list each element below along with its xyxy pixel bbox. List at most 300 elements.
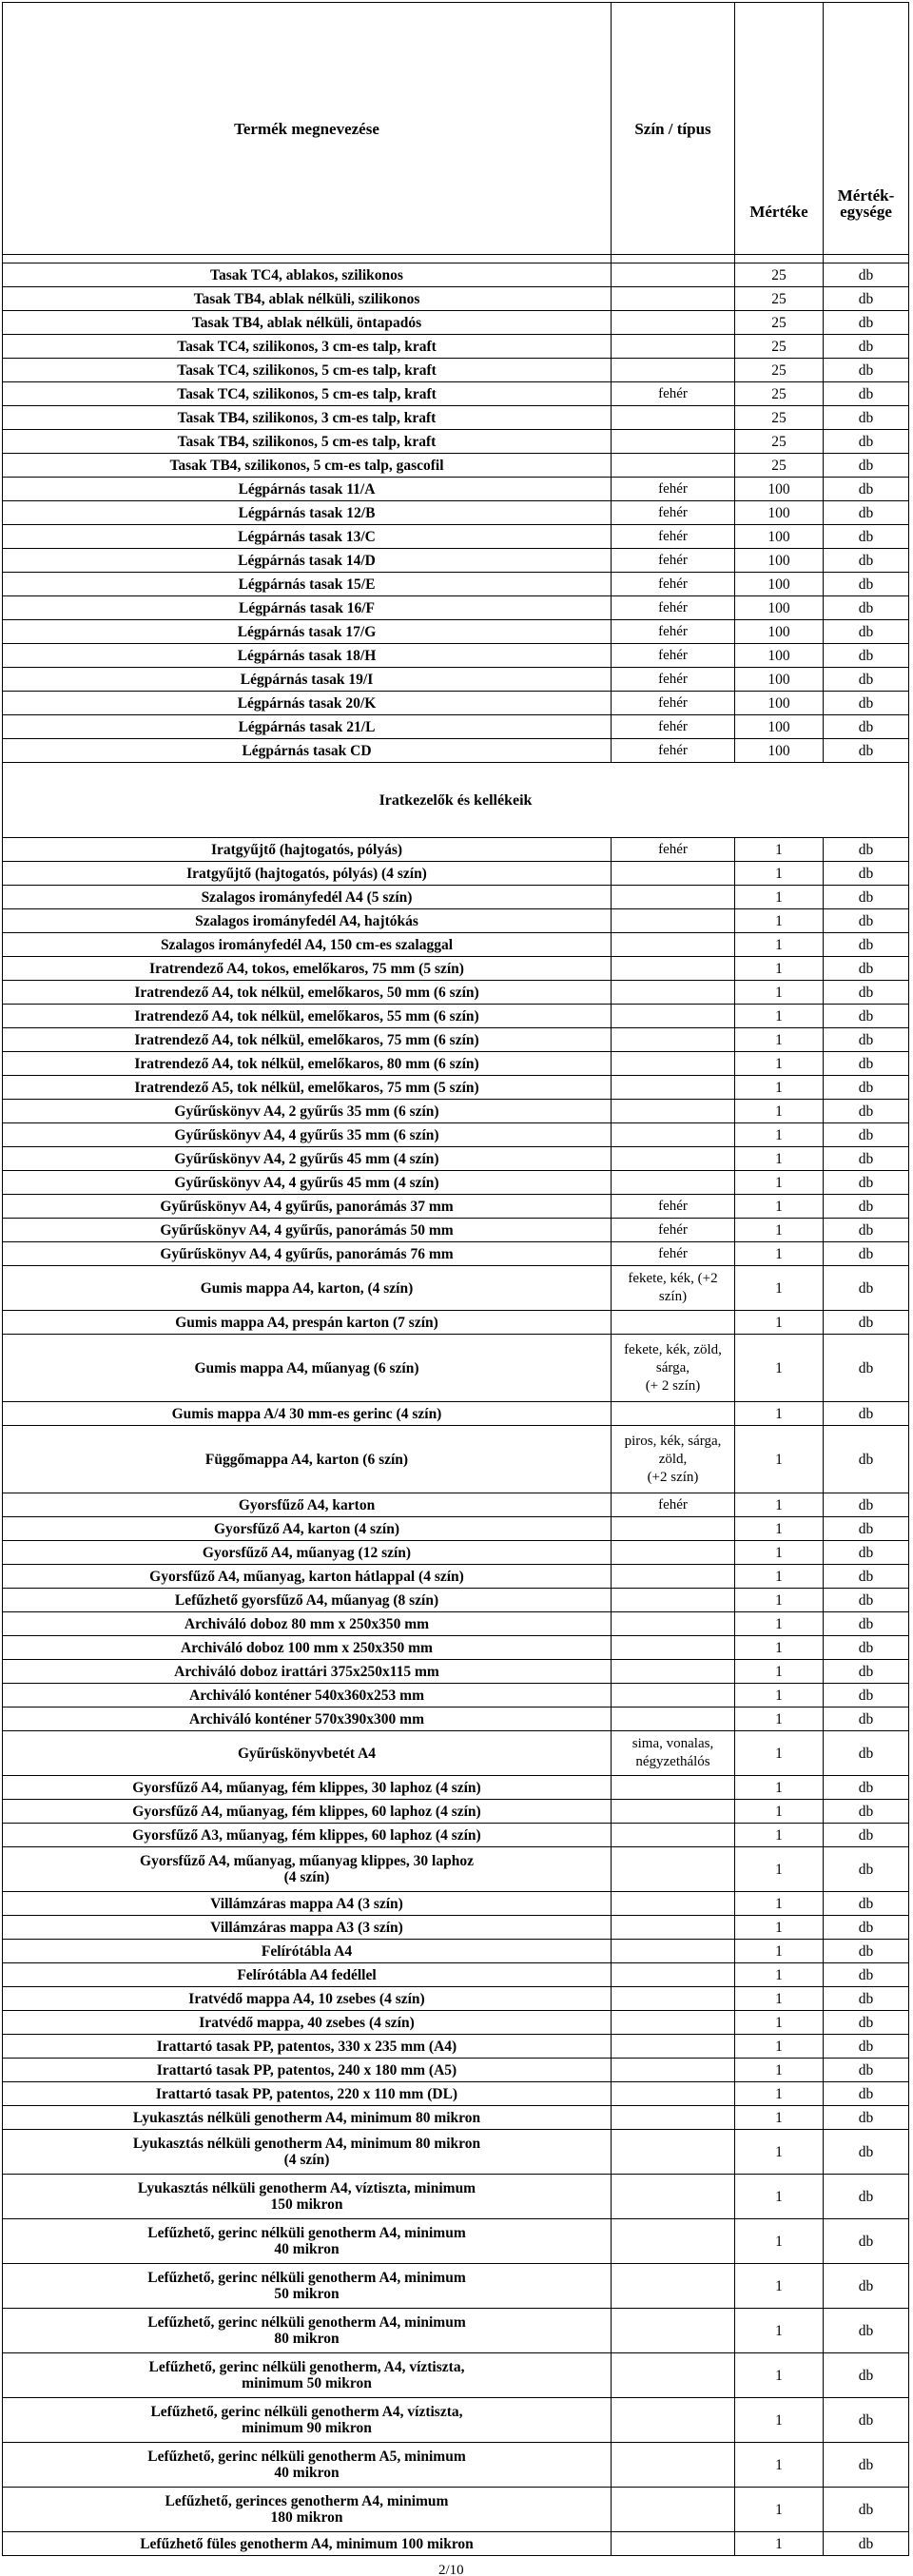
quantity-cell: 1: [735, 1076, 824, 1100]
unit-cell: db: [824, 838, 909, 862]
color-type-cell: [612, 335, 735, 359]
product-name-cell: Villámzáras mappa A4 (3 szín): [3, 1892, 612, 1916]
table-row: [3, 862, 909, 886]
product-name-cell: Iratrendező A4, tok nélkül, emelőkaros, 80 mm (6 szín): [3, 1052, 612, 1076]
color-type-cell: fehér: [612, 382, 735, 406]
color-type-cell: [612, 311, 735, 335]
color-type-cell: [612, 2398, 735, 2443]
header-quantity: Mértéke: [735, 3, 824, 255]
product-name-cell: Villámzáras mappa A3 (3 szín): [3, 1916, 612, 1940]
unit-cell: db: [824, 1800, 909, 1824]
unit-cell: db: [824, 1242, 909, 1266]
table-row: [3, 454, 909, 478]
quantity-cell: 100: [735, 573, 824, 596]
table-row: [3, 2082, 909, 2106]
unit-cell: db: [824, 501, 909, 525]
product-name-cell: Légpárnás tasak 19/I: [3, 668, 612, 692]
table-row: [3, 838, 909, 862]
product-name-cell: Gyorsfűző A3, műanyag, fém klippes, 60 laphoz (4 szín): [3, 1824, 612, 1847]
quantity-cell: 1: [735, 1028, 824, 1052]
product-name-cell: Légpárnás tasak 11/A: [3, 478, 612, 501]
product-name-cell: Archiváló doboz 80 mm x 250x350 mm: [3, 1612, 612, 1636]
unit-cell: db: [824, 2532, 909, 2556]
table-row: [3, 1005, 909, 1028]
table-row: [3, 359, 909, 382]
color-type-cell: [612, 2175, 735, 2219]
quantity-cell: 1: [735, 2488, 824, 2532]
color-type-cell: [612, 1916, 735, 1940]
color-type-cell: fehér: [612, 620, 735, 644]
color-type-cell: [612, 2532, 735, 2556]
color-type-cell: [612, 862, 735, 886]
color-type-cell: [612, 1800, 735, 1824]
unit-cell: db: [824, 957, 909, 981]
table-row: [3, 1335, 909, 1402]
product-name-cell: Légpárnás tasak 12/B: [3, 501, 612, 525]
unit-cell: db: [824, 692, 909, 715]
table-row: [3, 1266, 909, 1311]
table-row: [3, 1517, 909, 1541]
table-row: [3, 909, 909, 933]
color-type-cell: [612, 2353, 735, 2398]
quantity-cell: 1: [735, 1242, 824, 1266]
quantity-cell: 1: [735, 2309, 824, 2353]
color-type-cell: fehér: [612, 596, 735, 620]
product-name-cell: Gyűrűskönyv A4, 4 gyűrűs, panorámás 76 mm: [3, 1242, 612, 1266]
table-row: [3, 1219, 909, 1242]
quantity-cell: 100: [735, 525, 824, 549]
color-type-cell: fehér: [612, 644, 735, 668]
quantity-cell: 1: [735, 886, 824, 909]
color-type-cell: [612, 430, 735, 454]
unit-cell: db: [824, 2082, 909, 2106]
color-type-cell: [612, 1565, 735, 1589]
quantity-cell: 100: [735, 692, 824, 715]
color-type-cell: [612, 406, 735, 430]
product-name-cell: Felírótábla A4: [3, 1940, 612, 1963]
spacer-cell: [735, 255, 824, 263]
product-name-cell: Gyorsfűző A4, műanyag, fém klippes, 30 laphoz (4 szín): [3, 1776, 612, 1800]
color-type-cell: [612, 1171, 735, 1195]
unit-cell: db: [824, 2488, 909, 2532]
table-row: [3, 1684, 909, 1708]
quantity-cell: 1: [735, 862, 824, 886]
color-type-cell: fehér: [612, 1219, 735, 1242]
unit-cell: db: [824, 1708, 909, 1731]
quantity-cell: 1: [735, 1266, 824, 1311]
color-type-cell: [612, 1660, 735, 1684]
unit-cell: db: [824, 1100, 909, 1123]
product-name-cell: Lefűzhető, gerinc nélküli genotherm A4, minimum 80 mikron: [3, 2309, 612, 2353]
unit-cell: db: [824, 525, 909, 549]
color-type-cell: [612, 1517, 735, 1541]
color-type-cell: [612, 1612, 735, 1636]
table-row: [3, 981, 909, 1005]
quantity-cell: 25: [735, 382, 824, 406]
color-type-cell: [612, 1028, 735, 1052]
unit-cell: db: [824, 1076, 909, 1100]
table-row: [3, 335, 909, 359]
product-name-cell: Irattartó tasak PP, patentos, 220 x 110 mm (DL): [3, 2082, 612, 2106]
table-row: [3, 620, 909, 644]
unit-cell: db: [824, 1005, 909, 1028]
unit-cell: db: [824, 1636, 909, 1660]
color-type-cell: [612, 957, 735, 981]
product-name-cell: Iratrendező A4, tok nélkül, emelőkaros, 55 mm (6 szín): [3, 1005, 612, 1028]
color-type-cell: [612, 886, 735, 909]
color-type-cell: [612, 2059, 735, 2082]
table-row: [3, 478, 909, 501]
quantity-cell: 25: [735, 311, 824, 335]
table-row: [3, 2219, 909, 2264]
unit-cell: db: [824, 620, 909, 644]
table-row: [3, 311, 909, 335]
table-row: [3, 2175, 909, 2219]
product-name-cell: Lefűzhető, gerinc nélküli genotherm A4, minimum 40 mikron: [3, 2219, 612, 2264]
table-row: [3, 1824, 909, 1847]
unit-cell: db: [824, 2443, 909, 2488]
table-row: [3, 382, 909, 406]
product-name-cell: Lefűzhető, gerinces genotherm A4, minimum 180 mikron: [3, 2488, 612, 2532]
product-name-cell: Gyűrűskönyv A4, 2 gyűrűs 45 mm (4 szín): [3, 1147, 612, 1171]
table-row: [3, 1493, 909, 1517]
color-type-cell: [612, 2264, 735, 2309]
unit-cell: db: [824, 1940, 909, 1963]
color-type-cell: fehér: [612, 573, 735, 596]
product-name-cell: Légpárnás tasak CD: [3, 739, 612, 763]
product-name-cell: Iratgyűjtő (hajtogatós, pólyás): [3, 838, 612, 862]
quantity-cell: 100: [735, 596, 824, 620]
product-name-cell: Iratrendező A4, tok nélkül, emelőkaros, 75 mm (6 szín): [3, 1028, 612, 1052]
quantity-cell: 1: [735, 2398, 824, 2443]
product-name-cell: Gumis mappa A4, karton, (4 szín): [3, 1266, 612, 1311]
unit-cell: db: [824, 263, 909, 287]
unit-cell: db: [824, 1541, 909, 1565]
color-type-cell: [612, 1589, 735, 1612]
table-row: [3, 2059, 909, 2082]
quantity-cell: 1: [735, 1612, 824, 1636]
quantity-cell: 1: [735, 1684, 824, 1708]
color-type-cell: [612, 1076, 735, 1100]
table-row: [3, 1589, 909, 1612]
unit-cell: db: [824, 1517, 909, 1541]
product-name-cell: Irattartó tasak PP, patentos, 330 x 235 mm (A4): [3, 2035, 612, 2059]
unit-cell: db: [824, 335, 909, 359]
quantity-cell: 25: [735, 359, 824, 382]
product-name-cell: Függőmappa A4, karton (6 szín): [3, 1426, 612, 1493]
unit-cell: db: [824, 1612, 909, 1636]
table-row: [3, 933, 909, 957]
table-row: [3, 739, 909, 763]
table-row: [3, 668, 909, 692]
table-row: [3, 886, 909, 909]
color-type-cell: [612, 1147, 735, 1171]
product-name-cell: Légpárnás tasak 17/G: [3, 620, 612, 644]
quantity-cell: 1: [735, 1589, 824, 1612]
unit-cell: db: [824, 2353, 909, 2398]
unit-cell: db: [824, 1684, 909, 1708]
product-name-cell: Gyűrűskönyv A4, 4 gyűrűs 45 mm (4 szín): [3, 1171, 612, 1195]
unit-cell: db: [824, 886, 909, 909]
product-name-cell: Szalagos irományfedél A4, 150 cm-es szalaggal: [3, 933, 612, 957]
quantity-cell: 1: [735, 1052, 824, 1076]
table-row: [3, 1660, 909, 1684]
unit-cell: db: [824, 1052, 909, 1076]
product-name-cell: Iratvédő mappa, 40 zsebes (4 szín): [3, 2011, 612, 2035]
table-row: [3, 1123, 909, 1147]
unit-cell: db: [824, 2130, 909, 2175]
product-name-cell: Gyűrűskönyv A4, 4 gyűrűs, panorámás 50 mm: [3, 1219, 612, 1242]
color-type-cell: [612, 1311, 735, 1335]
table-row: [3, 2532, 909, 2556]
unit-cell: db: [824, 2106, 909, 2130]
table-row: [3, 596, 909, 620]
product-name-cell: Tasak TC4, szilikonos, 5 cm-es talp, kraft: [3, 382, 612, 406]
unit-cell: db: [824, 1493, 909, 1517]
color-type-cell: [612, 1005, 735, 1028]
unit-cell: db: [824, 2309, 909, 2353]
color-type-cell: [612, 1708, 735, 1731]
quantity-cell: 1: [735, 1708, 824, 1731]
table-row: [3, 263, 909, 287]
table-row: [3, 1242, 909, 1266]
table-row: [3, 1636, 909, 1660]
quantity-cell: 1: [735, 2082, 824, 2106]
unit-cell: db: [824, 1987, 909, 2011]
product-name-cell: Lefűzhető, gerinc nélküli genotherm A5, minimum 40 mikron: [3, 2443, 612, 2488]
product-name-cell: Tasak TB4, ablak nélküli, öntapadós: [3, 311, 612, 335]
quantity-cell: 100: [735, 620, 824, 644]
product-name-cell: Archiváló konténer 540x360x253 mm: [3, 1684, 612, 1708]
color-type-cell: [612, 1636, 735, 1660]
table-row: [3, 2398, 909, 2443]
quantity-cell: 100: [735, 668, 824, 692]
quantity-cell: 1: [735, 2035, 824, 2059]
quantity-cell: 1: [735, 1565, 824, 1589]
table-row: [3, 1147, 909, 1171]
unit-cell: db: [824, 909, 909, 933]
color-type-cell: [612, 2106, 735, 2130]
color-type-cell: [612, 1987, 735, 2011]
color-type-cell: fehér: [612, 739, 735, 763]
table-row: [3, 430, 909, 454]
quantity-cell: 1: [735, 2219, 824, 2264]
product-name-cell: Tasak TB4, ablak nélküli, szilikonos: [3, 287, 612, 311]
unit-cell: db: [824, 1824, 909, 1847]
color-type-cell: fehér: [612, 1493, 735, 1517]
unit-cell: db: [824, 1426, 909, 1493]
product-name-cell: Gyorsfűző A4, műanyag (12 szín): [3, 1541, 612, 1565]
quantity-cell: 1: [735, 2353, 824, 2398]
table-row: [3, 1311, 909, 1335]
quantity-cell: 1: [735, 1402, 824, 1426]
product-name-cell: Iratvédő mappa A4, 10 zsebes (4 szín): [3, 1987, 612, 2011]
color-type-cell: [612, 1402, 735, 1426]
unit-cell: db: [824, 2059, 909, 2082]
unit-cell: db: [824, 1195, 909, 1219]
product-name-cell: Lefűzhető gyorsfűző A4, műanyag (8 szín): [3, 1589, 612, 1612]
spacer-cell: [612, 255, 735, 263]
color-type-cell: [612, 1824, 735, 1847]
product-name-cell: Gyorsfűző A4, karton: [3, 1493, 612, 1517]
table-row: [3, 1612, 909, 1636]
color-type-cell: fehér: [612, 715, 735, 739]
quantity-cell: 1: [735, 1311, 824, 1335]
quantity-cell: 100: [735, 644, 824, 668]
table-header-row: [3, 3, 909, 255]
table-row: [3, 1052, 909, 1076]
unit-cell: db: [824, 1402, 909, 1426]
table-row: [3, 2035, 909, 2059]
quantity-cell: 1: [735, 1123, 824, 1147]
product-name-cell: Gumis mappa A4, műanyag (6 szín): [3, 1335, 612, 1402]
product-name-cell: Iratgyűjtő (hajtogatós, pólyás) (4 szín): [3, 862, 612, 886]
unit-cell: db: [824, 981, 909, 1005]
unit-cell: db: [824, 1916, 909, 1940]
unit-cell: db: [824, 406, 909, 430]
quantity-cell: 1: [735, 1335, 824, 1402]
header-unit: Mérték-egysége: [824, 3, 909, 255]
unit-cell: db: [824, 2035, 909, 2059]
table-row: [3, 715, 909, 739]
unit-cell: db: [824, 1123, 909, 1147]
product-name-cell: Gyűrűskönyvbetét A4: [3, 1731, 612, 1776]
product-name-cell: Légpárnás tasak 21/L: [3, 715, 612, 739]
table-row: [3, 1402, 909, 1426]
quantity-cell: 1: [735, 1800, 824, 1824]
unit-cell: db: [824, 1335, 909, 1402]
product-name-cell: Felírótábla A4 fedéllel: [3, 1963, 612, 1987]
unit-cell: db: [824, 596, 909, 620]
product-name-cell: Légpárnás tasak 15/E: [3, 573, 612, 596]
quantity-cell: 1: [735, 1195, 824, 1219]
quantity-cell: 1: [735, 2264, 824, 2309]
quantity-cell: 100: [735, 715, 824, 739]
table-row: [3, 1028, 909, 1052]
color-type-cell: [612, 2130, 735, 2175]
product-name-cell: Légpárnás tasak 18/H: [3, 644, 612, 668]
color-type-cell: [612, 1123, 735, 1147]
color-type-cell: [612, 2035, 735, 2059]
product-name-cell: Gyűrűskönyv A4, 4 gyűrűs, panorámás 37 mm: [3, 1195, 612, 1219]
color-type-cell: [612, 263, 735, 287]
product-name-cell: Gyorsfűző A4, műanyag, karton hátlappal (4 szín): [3, 1565, 612, 1589]
quantity-cell: 1: [735, 1541, 824, 1565]
table-row: [3, 549, 909, 573]
quantity-cell: 1: [735, 1426, 824, 1493]
color-type-cell: [612, 1052, 735, 1076]
table-row: [3, 1892, 909, 1916]
table-row: [3, 1987, 909, 2011]
table-row: [3, 2106, 909, 2130]
table-row: [3, 287, 909, 311]
unit-cell: db: [824, 1731, 909, 1776]
table-row: [3, 573, 909, 596]
table-row: [3, 2130, 909, 2175]
quantity-cell: 1: [735, 1940, 824, 1963]
unit-cell: db: [824, 1028, 909, 1052]
unit-cell: db: [824, 2175, 909, 2219]
quantity-cell: 1: [735, 1517, 824, 1541]
unit-cell: db: [824, 311, 909, 335]
color-type-cell: fehér: [612, 692, 735, 715]
section-title: Iratkezelők és kellékeik: [3, 763, 909, 838]
color-type-cell: [612, 1847, 735, 1892]
unit-cell: db: [824, 644, 909, 668]
unit-cell: db: [824, 382, 909, 406]
quantity-cell: 1: [735, 957, 824, 981]
product-name-cell: Lefűzhető füles genotherm A4, minimum 100 mikron: [3, 2532, 612, 2556]
quantity-cell: 1: [735, 838, 824, 862]
product-table-body: [3, 3, 909, 2556]
unit-cell: db: [824, 715, 909, 739]
table-row: [3, 1847, 909, 1892]
page-number: 2/10: [438, 2565, 464, 2576]
color-type-cell: [612, 2011, 735, 2035]
spacer-cell: [824, 255, 909, 263]
quantity-cell: 1: [735, 2175, 824, 2219]
product-name-cell: Iratrendező A5, tok nélkül, emelőkaros, 75 mm (5 szín): [3, 1076, 612, 1100]
unit-cell: db: [824, 668, 909, 692]
color-type-cell: [612, 359, 735, 382]
unit-cell: db: [824, 454, 909, 478]
quantity-cell: 1: [735, 1660, 824, 1684]
quantity-cell: 25: [735, 263, 824, 287]
table-row: [3, 957, 909, 981]
color-type-cell: fehér: [612, 1242, 735, 1266]
unit-cell: db: [824, 573, 909, 596]
unit-cell: db: [824, 1660, 909, 1684]
quantity-cell: 1: [735, 1963, 824, 1987]
table-row: [3, 1076, 909, 1100]
color-type-cell: [612, 2309, 735, 2353]
unit-cell: db: [824, 1147, 909, 1171]
product-name-cell: Lefűzhető, gerinc nélküli genotherm A4, víztiszta, minimum 90 mikron: [3, 2398, 612, 2443]
product-name-cell: Légpárnás tasak 20/K: [3, 692, 612, 715]
unit-cell: db: [824, 287, 909, 311]
quantity-cell: 1: [735, 1776, 824, 1800]
table-row: [3, 692, 909, 715]
product-name-cell: Lyukasztás nélküli genotherm A4, minimum 80 mikron (4 szín): [3, 2130, 612, 2175]
header-product-name: Termék megnevezése: [3, 3, 612, 255]
product-name-cell: Gyorsfűző A4, műanyag, fém klippes, 60 laphoz (4 szín): [3, 1800, 612, 1824]
product-name-cell: Tasak TB4, szilikonos, 5 cm-es talp, kraft: [3, 430, 612, 454]
unit-cell: db: [824, 1589, 909, 1612]
color-type-cell: fehér: [612, 1195, 735, 1219]
quantity-cell: 1: [735, 909, 824, 933]
table-row: [3, 1940, 909, 1963]
table-row: [3, 644, 909, 668]
header-spacer-row: [3, 255, 909, 263]
color-type-cell: [612, 454, 735, 478]
product-name-cell: Lyukasztás nélküli genotherm A4, víztiszta, minimum 150 mikron: [3, 2175, 612, 2219]
unit-cell: db: [824, 1565, 909, 1589]
unit-cell: db: [824, 549, 909, 573]
unit-cell: db: [824, 1171, 909, 1195]
color-type-cell: [612, 1776, 735, 1800]
product-name-cell: Tasak TB4, szilikonos, 3 cm-es talp, kraft: [3, 406, 612, 430]
unit-cell: db: [824, 478, 909, 501]
table-row: [3, 2264, 909, 2309]
unit-cell: db: [824, 1776, 909, 1800]
table-row: [3, 2443, 909, 2488]
quantity-cell: 25: [735, 430, 824, 454]
table-row: [3, 1800, 909, 1824]
color-type-cell: fehér: [612, 478, 735, 501]
color-type-cell: [612, 909, 735, 933]
unit-cell: db: [824, 1963, 909, 1987]
quantity-cell: 1: [735, 1493, 824, 1517]
